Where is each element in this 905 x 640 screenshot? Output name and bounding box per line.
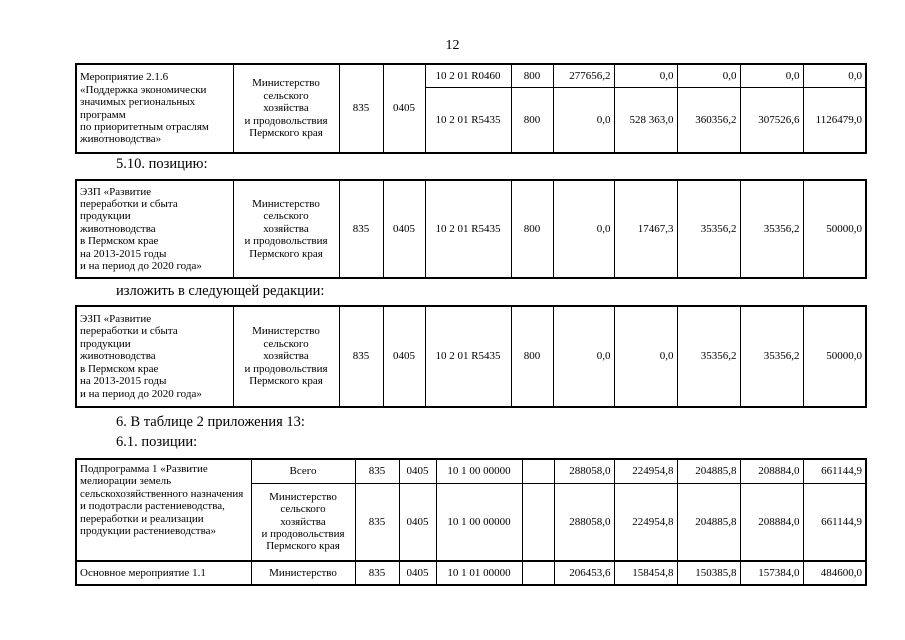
page-number: 12 xyxy=(445,38,460,53)
value-cell: 528 363,0 xyxy=(614,87,677,153)
vr-cell: 800 xyxy=(511,87,553,153)
grbs-cell: 835 xyxy=(355,561,399,585)
value-cell: 0,0 xyxy=(803,64,866,87)
measure-name: Основное мероприятие 1.1 xyxy=(76,561,251,585)
csr-cell: 10 2 01 R0460 xyxy=(425,64,511,87)
rzpr-cell: 0405 xyxy=(399,459,436,483)
value-cell: 35356,2 xyxy=(740,180,803,278)
measure-name: Мероприятие 2.1.6 «Поддержка экономически значимых региональных программ по приоритетным отраслям животноводства» xyxy=(76,64,233,153)
csr-cell: 10 2 01 R5435 xyxy=(425,306,511,407)
vr-cell: 800 xyxy=(511,306,553,407)
value-cell: 1126479,0 xyxy=(803,87,866,153)
vr-cell xyxy=(522,561,554,585)
value-cell: 0,0 xyxy=(553,180,614,278)
value-cell: 35356,2 xyxy=(677,180,740,278)
paragraph-5-10: 5.10. позицию: xyxy=(116,156,208,172)
table-a xyxy=(75,63,867,154)
value-cell: 17467,3 xyxy=(614,180,677,278)
value-cell: 208884,0 xyxy=(740,459,803,483)
value-cell: 484600,0 xyxy=(803,561,866,585)
vr-cell: 800 xyxy=(511,64,553,87)
grbs-cell: 835 xyxy=(339,306,383,407)
program-name: ЭЗП «Развитие переработки и сбыта продукции животноводства в Пермском крае на 2013-2015 годы и на период до 2020 года» xyxy=(76,180,233,278)
grbs-cell: 835 xyxy=(355,483,399,561)
value-cell: 206453,6 xyxy=(554,561,614,585)
responsible-cell: Всего xyxy=(251,459,355,483)
rzpr-cell: 0405 xyxy=(399,561,436,585)
value-cell: 204885,8 xyxy=(677,459,740,483)
rzpr-cell: 0405 xyxy=(383,306,425,407)
value-cell: 0,0 xyxy=(614,306,677,407)
grbs-cell: 835 xyxy=(355,459,399,483)
ministry-cell: Министерство сельского хозяйства и продовольствия Пермского края xyxy=(233,180,339,278)
responsible-cell: Министерство xyxy=(251,561,355,585)
value-cell: 288058,0 xyxy=(554,459,614,483)
program-name: ЭЗП «Развитие переработки и сбыта продукции животноводства в Пермском крае на 2013-2015 годы и на период до 2020 года» xyxy=(76,306,233,407)
value-cell: 0,0 xyxy=(553,306,614,407)
table-c xyxy=(75,305,867,408)
ministry-cell: Министерство сельского хозяйства и продовольствия Пермского края xyxy=(233,306,339,407)
table-d xyxy=(75,458,867,586)
csr-cell: 10 2 01 R5435 xyxy=(425,180,511,278)
csr-cell: 10 1 00 00000 xyxy=(436,483,522,561)
value-cell: 277656,2 xyxy=(553,64,614,87)
grbs-cell: 835 xyxy=(339,180,383,278)
value-cell: 224954,8 xyxy=(614,459,677,483)
rzpr-cell: 0405 xyxy=(383,180,425,278)
paragraph-6: 6. В таблице 2 приложения 13: xyxy=(116,414,305,430)
value-cell: 208884,0 xyxy=(740,483,803,561)
ministry-cell: Министерство сельского хозяйства и продовольствия Пермского края xyxy=(233,64,339,153)
csr-cell: 10 2 01 R5435 xyxy=(425,87,511,153)
value-cell: 0,0 xyxy=(677,64,740,87)
value-cell: 288058,0 xyxy=(554,483,614,561)
value-cell: 35356,2 xyxy=(740,306,803,407)
vr-cell xyxy=(522,483,554,561)
value-cell: 35356,2 xyxy=(677,306,740,407)
value-cell: 661144,9 xyxy=(803,483,866,561)
value-cell: 661144,9 xyxy=(803,459,866,483)
value-cell: 50000,0 xyxy=(803,180,866,278)
grbs-cell: 835 xyxy=(339,64,383,153)
value-cell: 204885,8 xyxy=(677,483,740,561)
subprogram-name: Подпрограмма 1 «Развитие мелиорации земель сельскохозяйственного назначения и подотрасли растениеводства, переработки и реализации продукции растениеводства» xyxy=(76,459,251,561)
csr-cell: 10 1 00 00000 xyxy=(436,459,522,483)
csr-cell: 10 1 01 00000 xyxy=(436,561,522,585)
vr-cell: 800 xyxy=(511,180,553,278)
value-cell: 307526,6 xyxy=(740,87,803,153)
rzpr-cell: 0405 xyxy=(383,64,425,153)
value-cell: 360356,2 xyxy=(677,87,740,153)
table-b xyxy=(75,179,867,279)
ministry-cell: Министерство сельского хозяйства и продовольствия Пермского края xyxy=(251,483,355,561)
paragraph-edit: изложить в следующей редакции: xyxy=(116,283,325,299)
value-cell: 150385,8 xyxy=(677,561,740,585)
value-cell: 224954,8 xyxy=(614,483,677,561)
value-cell: 0,0 xyxy=(740,64,803,87)
value-cell: 158454,8 xyxy=(614,561,677,585)
value-cell: 0,0 xyxy=(553,87,614,153)
value-cell: 50000,0 xyxy=(803,306,866,407)
value-cell: 0,0 xyxy=(614,64,677,87)
value-cell: 157384,0 xyxy=(740,561,803,585)
paragraph-6-1: 6.1. позиции: xyxy=(116,434,198,450)
rzpr-cell: 0405 xyxy=(399,483,436,561)
vr-cell xyxy=(522,459,554,483)
